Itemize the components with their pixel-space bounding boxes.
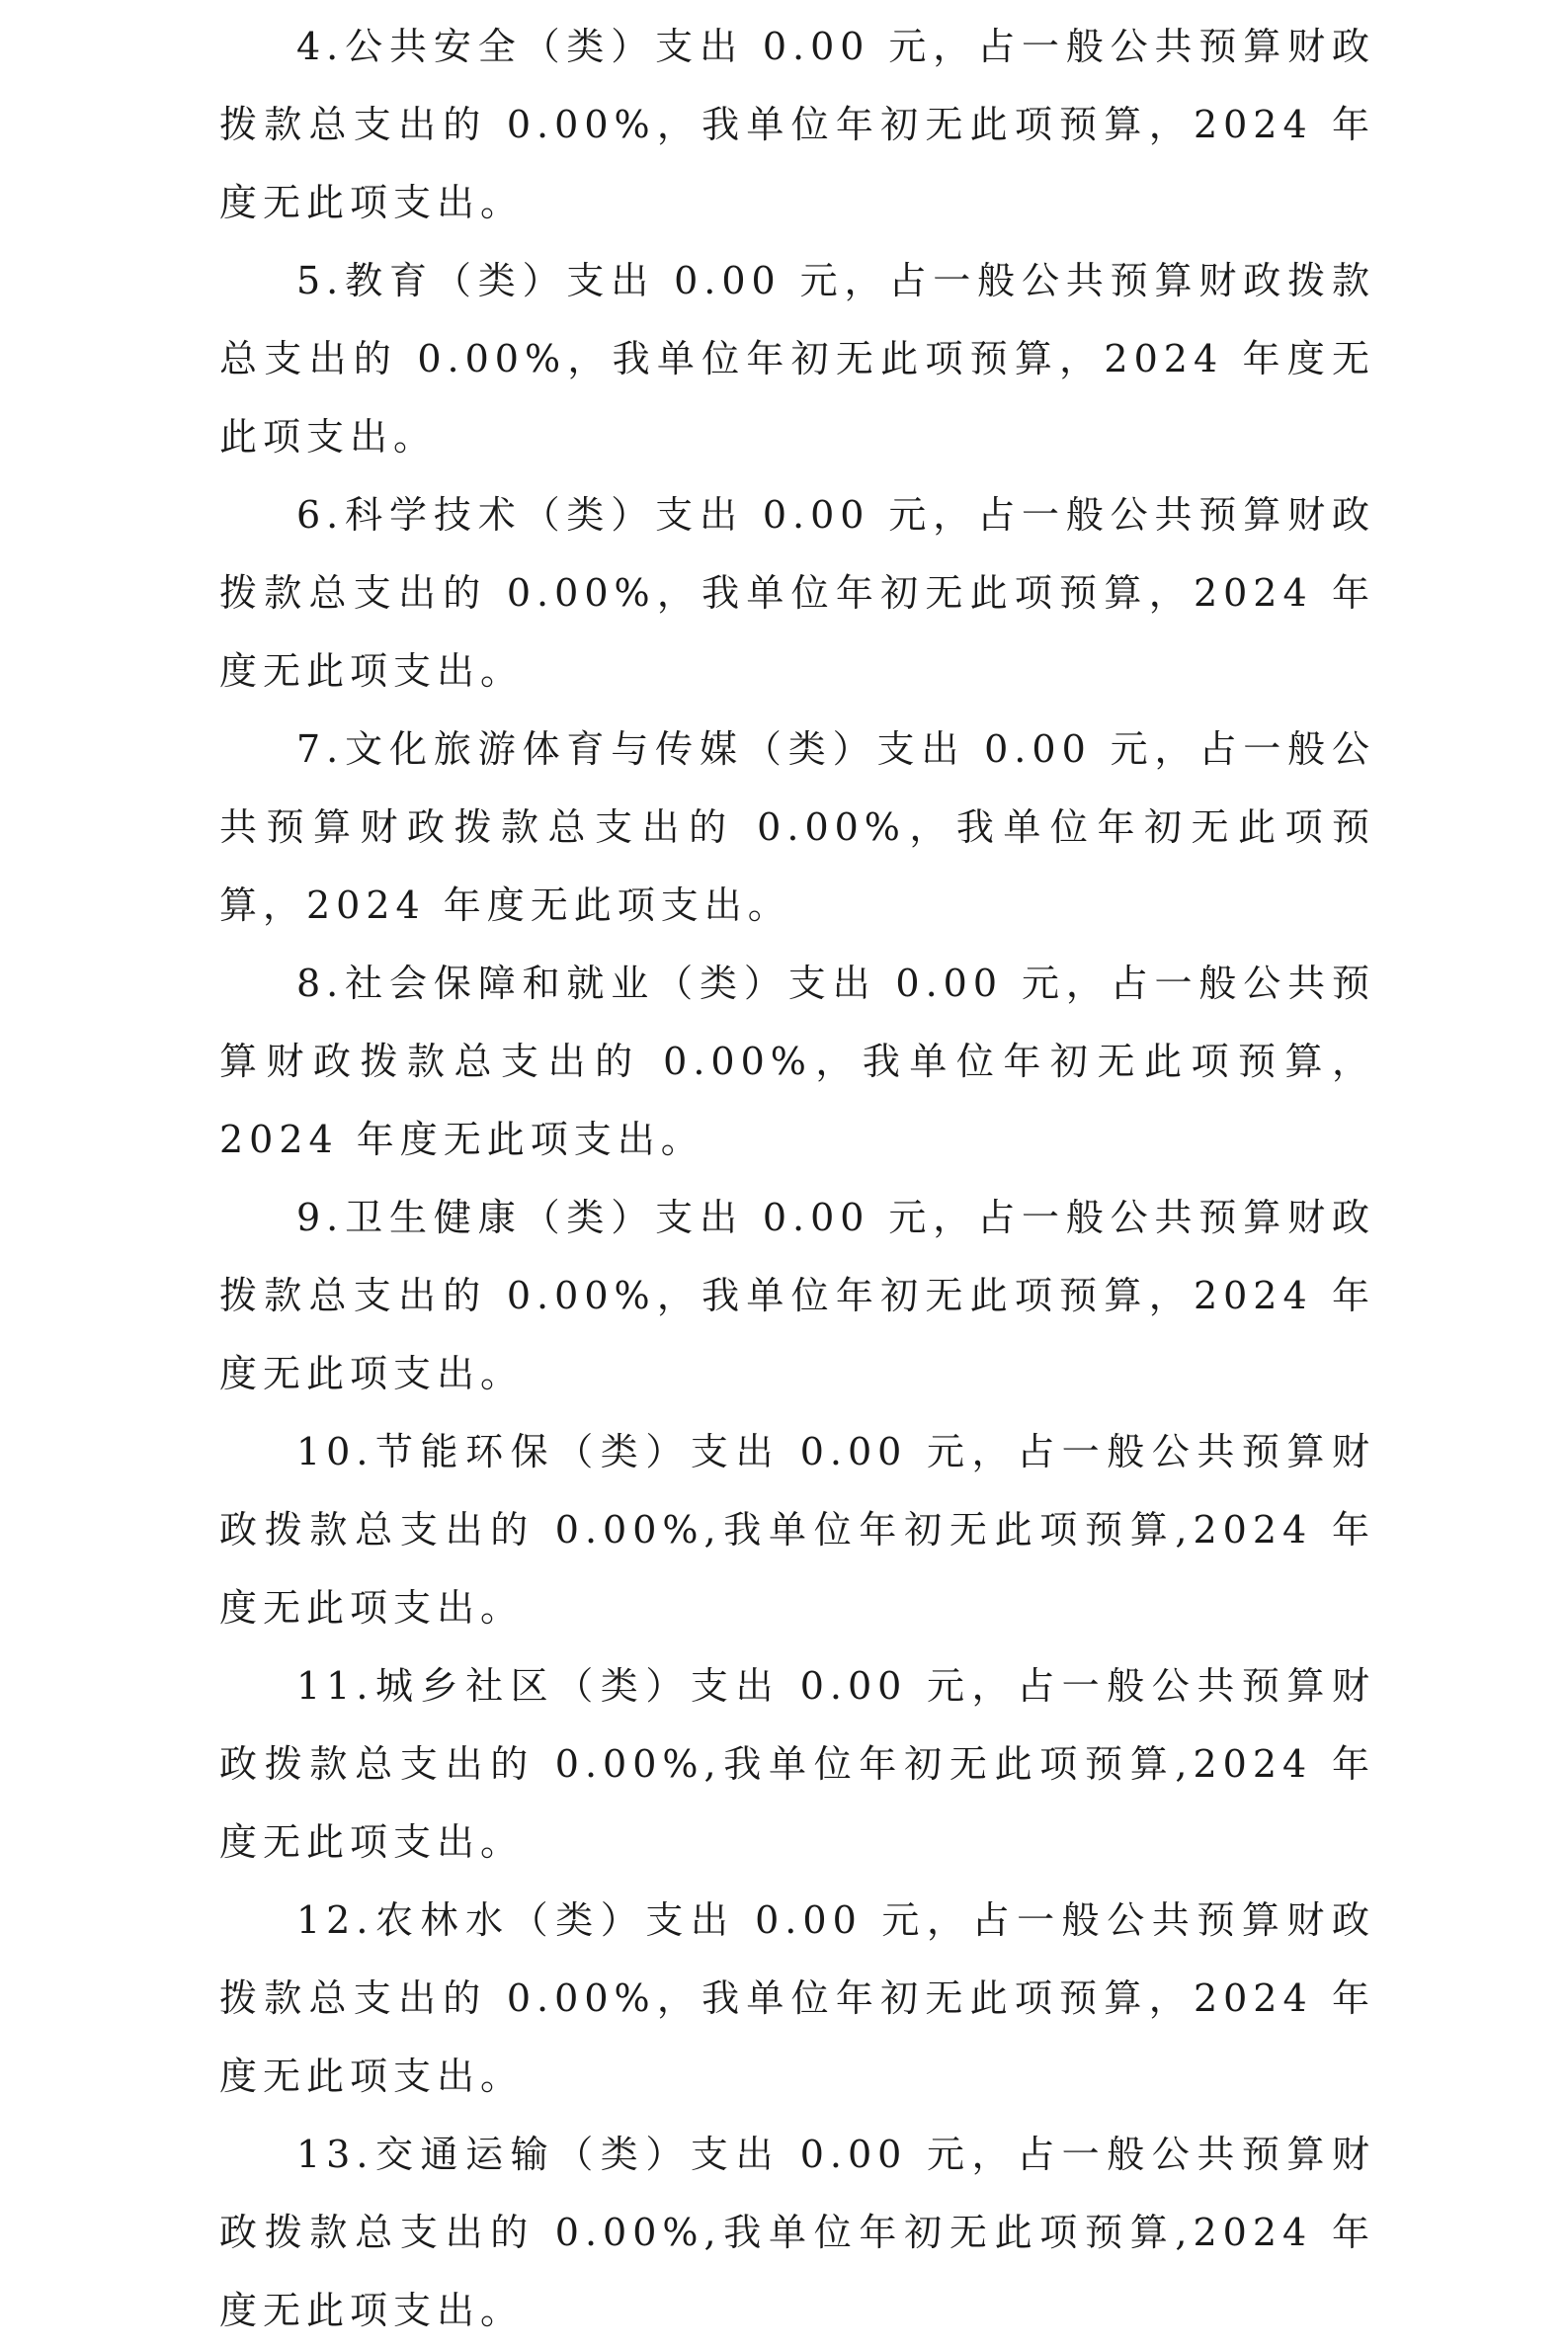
document-body	[219, 8, 1375, 2350]
paragraph-health: 9.卫生健康（类）支出 0.00 元，占一般公共预算财政拨款总支出的 0.00%，我单位年初无此项预算，2024 年度无此项支出。	[219, 1196, 1375, 1395]
paragraph-energy-environment: 10.节能环保（类）支出 0.00 元，占一般公共预算财政拨款总支出的 0.00%,我单位年初无此项预算,2024 年度无此项支出。	[219, 1430, 1375, 1630]
paragraph-education: 5.教育（类）支出 0.00 元，占一般公共预算财政拨款总支出的 0.00%，我单位年初无此项预算，2024 年度无此项支出。	[219, 259, 1375, 459]
paragraph-agriculture-forestry-water: 12.农林水（类）支出 0.00 元，占一般公共预算财政拨款总支出的 0.00%，我单位年初无此项预算，2024 年度无此项支出。	[219, 1898, 1375, 2098]
paragraph-urban-rural-community: 11.城乡社区（类）支出 0.00 元，占一般公共预算财政拨款总支出的 0.00%,我单位年初无此项预算,2024 年度无此项支出。	[219, 1664, 1375, 1864]
paragraph-transportation: 13.交通运输（类）支出 0.00 元，占一般公共预算财政拨款总支出的 0.00%,我单位年初无此项预算,2024 年度无此项支出。	[219, 2133, 1375, 2332]
paragraph-social-security-employment: 8.社会保障和就业（类）支出 0.00 元，占一般公共预算财政拨款总支出的 0.00%，我单位年初无此项预算，2024 年度无此项支出。	[219, 962, 1375, 1161]
paragraph-public-safety: 4.公共安全（类）支出 0.00 元，占一般公共预算财政拨款总支出的 0.00%，我单位年初无此项预算，2024 年度无此项支出。	[219, 25, 1375, 224]
paragraph-culture-tourism-sports-media: 7.文化旅游体育与传媒（类）支出 0.00 元，占一般公共预算财政拨款总支出的 0.00%，我单位年初无此项预算，2024 年度无此项支出。	[219, 727, 1375, 927]
paragraph-science-technology: 6.科学技术（类）支出 0.00 元，占一般公共预算财政拨款总支出的 0.00%，我单位年初无此项预算，2024 年度无此项支出。	[219, 493, 1375, 693]
